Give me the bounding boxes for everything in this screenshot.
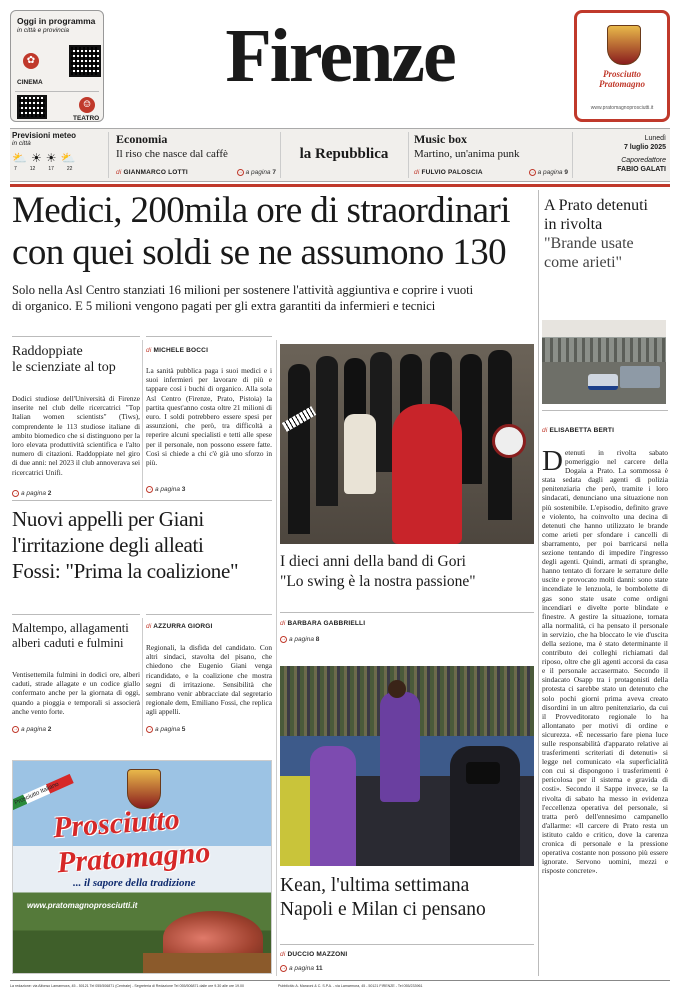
kean-byline: [280, 951, 347, 958]
sun-icon: ☀: [45, 151, 57, 165]
meteo-title: Previsioni meteo: [12, 131, 77, 140]
prato-quote-line1: "Brande usate: [544, 235, 634, 252]
giorgi-by: di: [146, 623, 152, 630]
footer-left: La redazione: via Alfonso Lamarmora, 45 - 50121 Tel 055/506871 (Centrale) - Segreteria di Redazione Tel 055/506871 dalle ore 9.30 alle ore 19.00: [10, 984, 245, 988]
bocci-body: La sanità pubblica paga i suoi medici e i suoi infermieri per lavorare di più e tappare così i buchi di organico. Alla sola Asl Centro (Firenze, Prato, Pistoia) la partita quest'anno costa oltre 21 milioni di euro. I soldi potrebbero essere spesi per assunzioni, che però, tra difficoltà a reperire alcuni specialisti e tetti alle spese per il personale, non possono essere fatte. Così si chiede a chi c'è già uno sforzo in più.: [146, 366, 272, 468]
scienziate-page: 2: [47, 490, 52, 498]
top-ad-brand-line1: Prosciutto: [602, 69, 641, 79]
scienziate-page-prefix: a pagina: [21, 490, 46, 498]
musicbox-page-prefix: a pagina: [537, 169, 563, 177]
gori-author: BARBARA GABBRIELLI: [287, 620, 366, 627]
scienziate-headline-line1: Raddoppiate: [12, 344, 83, 359]
maltempo-headline[interactable]: [12, 621, 140, 651]
lead-deck-line2: di organico. E 5 milioni vengono pagati per gli extra garantiti da infermieri e tecnici: [12, 299, 436, 313]
player-head: [388, 680, 406, 698]
teatro-qr-code[interactable]: [17, 95, 47, 119]
gori-headline-line2: "Lo swing è la nostra passione": [280, 573, 476, 590]
kean-photo[interactable]: [280, 666, 534, 866]
bocci-page: 3: [181, 486, 186, 494]
musician: [460, 354, 482, 484]
gori-page: 8: [315, 636, 320, 644]
lead-headline-line2: con quei soldi se ne assumono 130: [12, 232, 507, 273]
ad-line1: Prosciutto: [51, 802, 181, 845]
scienziate-page-link[interactable]: → a pagina 2: [13, 490, 52, 498]
date-role: Caporedattore: [621, 157, 666, 164]
lead-headline-line1: Medici, 200mila ore di straordinari: [12, 190, 510, 231]
meteo-temp: 17: [48, 166, 54, 172]
economia-page: 7: [272, 169, 276, 177]
lead-headline[interactable]: [12, 190, 534, 274]
sun-icon: ☀: [30, 151, 42, 165]
musicbox-headline: Martino, un'anima punk: [414, 148, 520, 160]
maltempo-headline-line2: alberi caduti e fulmini: [12, 636, 124, 650]
date-day: Lunedì: [644, 135, 666, 142]
kean-headline[interactable]: [280, 874, 536, 922]
prato-byline: [542, 427, 668, 434]
economia-teaser[interactable]: Economia Il riso che nasce dal caffè di GIANMARCO LOTTI → a pagina 7: [116, 132, 276, 177]
footer-right: Pubblicità: A. Manzoni & C. S.P.A. - via Lamarmora, 45 - 50121 FIRENZE - Tel 055/233961: [278, 984, 423, 988]
date-editor: FABIO GALATI: [617, 166, 666, 173]
musicbox-section: Music box: [414, 132, 468, 146]
date-date: 7 luglio 2025: [623, 144, 666, 151]
cinema-icon: ✿: [23, 53, 39, 69]
gori-byline: [280, 620, 365, 627]
kean-headline-line1: Kean, l'ultima settimana: [280, 875, 470, 896]
bocci-page-prefix: a pagina: [155, 486, 180, 494]
prison-wall: [542, 338, 666, 362]
prato-by: di: [542, 427, 548, 434]
player-teammate: [310, 746, 356, 866]
prato-headline-line2: in rivolta: [544, 216, 603, 233]
cinema-qr-code[interactable]: [69, 45, 101, 77]
ad-cutting-board: [143, 953, 272, 974]
musicbox-by: di: [414, 169, 420, 176]
scienziate-headline-line2: le scienziate al top: [12, 360, 116, 375]
economia-author: GIANMARCO LOTTI: [123, 169, 188, 176]
economia-by: di: [116, 169, 122, 176]
programma-title: Oggi in programma: [17, 16, 96, 26]
maltempo-page: 2: [47, 726, 52, 734]
ad-url[interactable]: www.pratomagnoprosciutti.it: [27, 901, 138, 910]
scienziate-body: Dodici studiose dell'Università di Firenze inserite nel club delle ricercatrici "Top Italian women scientists" (Tiws), comprendente le 113 studiose italiane di ambito biomedico che si distinguono per la loro elevata produttività scientifica e l'alto numero di citazioni. Raddoppiate nel giro di due anni: nel 2023 il club annoverava sei ricercatrici Unifi.: [12, 394, 140, 477]
meteo-box[interactable]: [12, 131, 106, 179]
prato-headline-line1: A Prato detenuti: [544, 197, 648, 214]
meteo-temp: 7: [14, 166, 17, 172]
date-box: [576, 134, 666, 174]
economia-section: Economia: [116, 132, 168, 146]
kean-page: 11: [315, 965, 323, 973]
top-ad[interactable]: [574, 10, 670, 122]
van: [620, 366, 660, 388]
giorgi-body: Regionali, la disfida del candidato. Con altri sindaci, stavolta del pisano, che chiedono che Eugenio Giani venga ricandidato, e la coalizione che mostra segni di irritazione. Sensibilità che sembrano venir abbracciate dal segretario regionale dem, Emiliano Fossi, che replica agli appelli.: [146, 643, 272, 717]
bocci-page-link[interactable]: → a pagina 3: [147, 486, 186, 494]
maltempo-page-prefix: a pagina: [21, 726, 46, 734]
giani-headline-line3: Fossi: "Prima la coalizione": [12, 559, 239, 583]
repubblica-logo: la Repubblica: [299, 146, 389, 162]
programma-subtitle: in città e provincia: [17, 27, 70, 34]
ad-tagline: ... il sapore della tradizione: [73, 877, 196, 889]
kean-page-link[interactable]: → a pagina 11: [281, 965, 323, 973]
seated-musician: [344, 414, 376, 494]
masthead-title: Firenze: [225, 14, 455, 98]
maltempo-headline-line1: Maltempo, allagamenti: [12, 621, 129, 635]
gori-headline[interactable]: [280, 552, 536, 592]
bocci-byline: [146, 347, 208, 354]
kean-headline-line2: Napoli e Milan ci pensano: [280, 899, 486, 920]
giorgi-page: 5: [181, 726, 186, 734]
teatro-label: TEATRO: [73, 115, 100, 122]
gori-page-link[interactable]: → a pagina 8: [281, 636, 320, 644]
prato-body: [542, 448, 668, 976]
prosciutto-ad[interactable]: [12, 760, 272, 974]
police-car: [588, 374, 618, 390]
meteo-temp: 12: [29, 166, 36, 172]
economia-page-prefix: a pagina: [245, 169, 271, 177]
musicbox-page: 9: [564, 169, 568, 177]
player-kean: [380, 692, 420, 802]
ad-crest-icon: [127, 769, 161, 809]
ad-line2: Pratomagno: [56, 835, 212, 880]
top-ad-url[interactable]: www.pratomagnoprosciutti.it: [590, 105, 654, 111]
maltempo-page-link[interactable]: → a pagina 2: [13, 726, 52, 734]
giorgi-page-prefix: a pagina: [155, 726, 180, 734]
band-photo[interactable]: [280, 344, 534, 544]
ad-ribbon: Prosciutto Italiano: [12, 774, 73, 814]
prato-photo[interactable]: [542, 320, 666, 404]
bocci-by: di: [146, 347, 152, 354]
giorgi-author: AZZURRA GIORGI: [153, 623, 213, 630]
prato-body-text: etenuti in rivolta sabato pomeriggio nel carcere della Dogaia a Prato. La sommossa è stata sedata dagli agenti di polizia penitenziaria che però, tramite i loro sindacati, denunciano una situazione non più sostenibile. L'episodio, definito grave e violento, ha coinvolto una decina di detenuti che hanno utilizzato le brande come arieti per sfondare i cancelli di sbarramento, per poi barricarsi nella sezione tentando di impedire l'ingresso degli agenti. Quindi, armati di spranghe, hanno tentato di forzare le serrature delle uscite e provocato molti danni: sono state incendiate le lenzuola, le bombolette di gas sono state usate come ordigni incendiari e divelte porte blindate e finestre. A gestire la situazione, tornata alla normalità, ci ha pensato il personale in servizio, che ha bloccato le vie d'uscita della sezione, ma è stato determinante il contributo dei colleghi richiamati dal riposo, oltre che gli agenti accorsi da casa e il personale accasermato. Secondo il sindacato Osapp tra i protagonisti della protesta ci sarebbe stato un detenuto che solo pochi giorni prima aveva creato disordini in un altro penitenziario, da cui il Provveditorato regionale lo ha allontanato per motivi di ordine e sicurezza. «È necessario fare piena luce sulle responsabilità d'apparato relative ai trasferimenti scriteriati di detenuti» si legge nel comunicato «la superficialità con cui si dispongono i trasferimenti è pericolosa per il sistema e gravida di costi». Secondo il Sappe invece, se la rivolta di sabato ha messo in evidenza l'eccellenza operativa del personale, si tratta però dell'ennesimo campanello d'allarme: «Il carcere di Prato resta un istituto caldo e critico, dove la carenza cronica di personale e la pressione operativa costante non possono più essere ignorate. Servono uomini, mezzi e risposte concrete».: [542, 448, 668, 876]
meteo-temp: 22: [66, 166, 73, 172]
bocci-author: MICHELE BOCCI: [153, 347, 209, 354]
giani-headline-line1: Nuovi appelli per Giani: [12, 507, 204, 531]
singer-red-dress: [392, 404, 462, 544]
giani-headline-line2: l'irritazione degli alleati: [12, 533, 204, 557]
musicbox-author: FULVIO PALOSCIA: [421, 169, 483, 176]
giorgi-byline: [146, 623, 212, 630]
prato-dropcap: D: [542, 448, 563, 477]
musician: [316, 356, 338, 506]
gori-page-prefix: a pagina: [289, 636, 314, 644]
kean-page-prefix: a pagina: [289, 965, 314, 973]
kean-author: DUCCIO MAZZONI: [287, 951, 348, 958]
giani-headline[interactable]: [12, 506, 274, 584]
crest-icon: [607, 25, 641, 65]
lead-deck: [12, 282, 534, 314]
cloud-sun-icon: ⛅: [12, 151, 27, 165]
cinema-label: CINEMA: [17, 79, 43, 86]
gori-headline-line1: I dieci anni della band di Gori: [280, 553, 466, 570]
cloud-sun-icon: ⛅: [60, 151, 76, 165]
musician: [288, 364, 310, 534]
prato-headline[interactable]: [544, 196, 670, 272]
prato-quote-line2: come arieti": [544, 254, 623, 271]
economia-headline: Il riso che nasce dal caffè: [116, 148, 228, 160]
gori-by: di: [280, 620, 286, 627]
meteo-subtitle: in città: [12, 140, 31, 147]
musicbox-teaser[interactable]: Music box Martino, un'anima punk di FULVIO PALOSCIA → a pagina 9: [414, 132, 568, 177]
scienziate-headline[interactable]: [12, 344, 140, 376]
giorgi-page-link[interactable]: → a pagina 5: [147, 726, 186, 734]
lead-deck-line1: Solo nella Asl Centro stanziati 16 milioni per sostenere l'attività aggiuntiva e coprire i vuoti: [12, 283, 474, 297]
programma-box[interactable]: [10, 10, 104, 122]
top-ad-brand-line2: Pratomagno: [598, 79, 645, 89]
teatro-icon: ☺: [79, 97, 95, 113]
yellow-jacket: [280, 776, 310, 866]
prato-author: ELISABETTA BERTI: [549, 427, 615, 434]
kean-by: di: [280, 951, 286, 958]
maltempo-body: Ventisettemila fulmini in dodici ore, alberi caduti, strade allagate e un codice giallo confermato anche per la giornata di oggi, quando a pioggia e temporali si associerà anche vento forte.: [12, 670, 140, 716]
drum-icon: [492, 424, 526, 458]
camera-icon: [466, 762, 500, 784]
